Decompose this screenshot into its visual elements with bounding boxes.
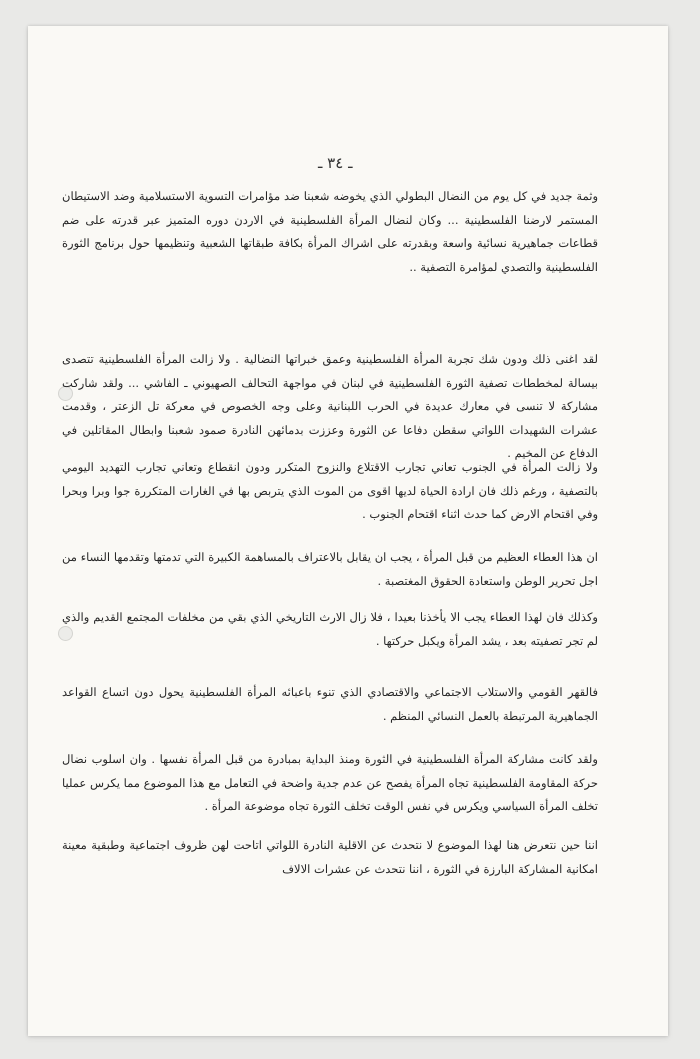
paragraph-6: فالقهر القومي والاستلاب الاجتماعي والاقتصادي الذي تنوء باعبائه المرأة الفلسطينية يحول دون اتساع القواعد الجماهيرية المرتبطة بالعمل النسائي المنظم . (62, 685, 598, 723)
paragraph-8: اننا حين نتعرض هنا لهذا الموضوع لا نتحدث عن الاقلية النادرة اللواتي اتاحت لهن ظروف اجتماعية وطبقية معينة امكانية المشاركة البارزة في الثورة ، اننا نتحدث عن عشرات الالاف (62, 838, 598, 876)
paragraph-4: ان هذا العطاء العظيم من قبل المرأة ، يجب ان يقابل بالاعتراف بالمساهمة الكبيرة التي تدمتها وتقدمها النساء من اجل تحرير الوطن واستعادة الحقوق المغتصبة . (62, 550, 598, 588)
paragraph-5: وكذلك فان لهذا العطاء يجب الا يأخذنا بعيدا ، فلا زال الارث التاريخي الذي بقي من مخلفات المجتمع القديم والذي لم تجر تصفيته بعد ، يشد المرأة ويكبل حركتها . (62, 610, 598, 648)
page-number: ـ ٣٤ ـ (318, 154, 353, 172)
document-page (28, 26, 668, 1036)
paragraph-3: ولا زالت المرأة في الجنوب تعاني تجارب الاقتلاع والنزوح المتكرر ودون انقطاع وتعاني تجارب التهديد اليومي بالتصفية ، ورغم ذلك فان ارادة الحياة لديها اقوى من الموت الذي يتربص بها في الغارات المتكررة جوا وبرا وبحرا وفي اقتحام الارض كما حدث اثناء اقتحام الجنوب . (62, 460, 598, 521)
paragraph-1: وثمة جديد في كل يوم من النضال البطولي الذي يخوضه شعبنا ضد مؤامرات التسوية الاستسلامية وضد الاستيطان المستمر لارضنا الفلسطينية ... وكان لنضال المرأة الفلسطينية في الاردن دوره المتميز عبر قدرته على ضم قطاعات جماهيرية نسائية واسعة وبقدرته على اشراك المرأة بكافة طبقاتها الشعبية وتنظيمها حول برنامج الثورة الفلسطينية والتصدي لمؤامرة التصفية .. (62, 189, 598, 274)
paragraph-7: ولقد كانت مشاركة المرأة الفلسطينية في الثورة ومنذ البداية بمبادرة من قبل المرأة نفسها . وان اسلوب نضال حركة المقاومة الفلسطينية تجاه المرأة يفصح عن عدم جدية واضحة في التعامل مع هذا الموضوع مما يكرس عمليا تخلف المرأة السياسي ويكرس في نفس الوقت تخلف الثورة تجاه موضوعة المرأة . (62, 752, 598, 813)
paragraph-2: لقد اغنى ذلك ودون شك تجربة المرأة الفلسطينية وعمق خبراتها النضالية . ولا زالت المرأة الفلسطينية تتصدى بيسالة لمخططات تصفية الثورة الفلسطينية في لبنان في مواجهة التحالف الصهيوني ـ الفاشي ... ولقد شاركت مشاركة لا تنسى في معارك عديدة في الحرب اللبنانية وعلى وجه الخصوص في معركة تل الزعتر ، وقدمت عشرات الشهيدات اللواتي سقطن دفاعا عن الثورة وعززت بدمائهن النادرة صمود شعبنا وابطال المقاتلين في الدفاع عن المخيم . (62, 352, 598, 460)
